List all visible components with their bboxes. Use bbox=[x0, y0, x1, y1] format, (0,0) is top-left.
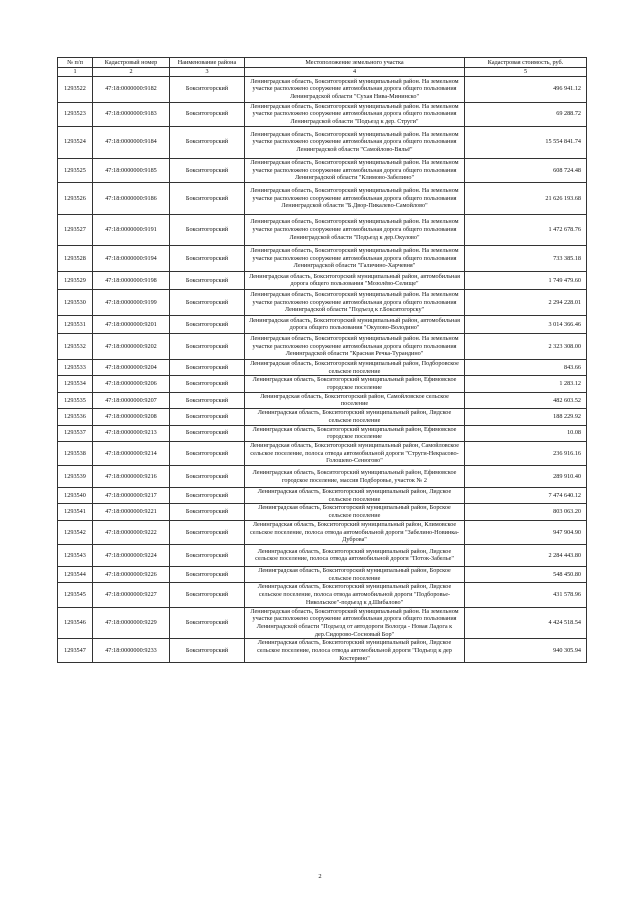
location: Ленинградская область, Бокситогорский муниципальный район. На земельном участке расположено сооружение автомобильная дорога общего пользования Ленинградской области "Самойлово-Вяльё" bbox=[245, 126, 465, 158]
location: Ленинградская область, Бокситогорский муниципальный район. На земельном участке расположено сооружение автомобильная дорога общего пользования Ленинградской области "Галичино-Харчевня" bbox=[245, 245, 465, 271]
column-index: 3 bbox=[170, 68, 245, 77]
header-cadastral-value: Кадастровая стоимость, руб. bbox=[465, 58, 587, 68]
district-name: Бокситогорский bbox=[170, 520, 245, 544]
row-number: 1293544 bbox=[58, 566, 93, 582]
location: Ленинградская область, Бокситогорский муниципальный район, автомобильная дорога общего пользования "Окулово-Володино" bbox=[245, 315, 465, 333]
district-name: Бокситогорский bbox=[170, 566, 245, 582]
row-number: 1293534 bbox=[58, 376, 93, 392]
cadastral-value: 940 305.94 bbox=[465, 639, 587, 663]
table-row bbox=[58, 544, 587, 566]
cadastral-number: 47:18:0000000:9217 bbox=[93, 488, 170, 504]
column-index: 5 bbox=[465, 68, 587, 77]
district-name: Бокситогорский bbox=[170, 315, 245, 333]
cadastral-number: 47:18:0000000:9229 bbox=[93, 607, 170, 639]
cadastral-number: 47:18:0000000:9186 bbox=[93, 182, 170, 214]
cadastral-number: 47:18:0000000:9222 bbox=[93, 520, 170, 544]
cadastral-number: 47:18:0000000:9208 bbox=[93, 409, 170, 425]
district-name: Бокситогорский bbox=[170, 102, 245, 126]
cadastral-value: 947 904.90 bbox=[465, 520, 587, 544]
cadastral-value: 3 014 366.46 bbox=[465, 315, 587, 333]
table-row bbox=[58, 639, 587, 663]
row-number: 1293543 bbox=[58, 544, 93, 566]
cadastral-value: 733 385.18 bbox=[465, 245, 587, 271]
row-number: 1293546 bbox=[58, 607, 93, 639]
location: Ленинградская область, Бокситогорский муниципальный район, Ефимовское городское поселение, массив Подборовье, участок № 2 bbox=[245, 466, 465, 488]
cadastral-value: 4 424 518.54 bbox=[465, 607, 587, 639]
cadastral-value: 21 626 193.68 bbox=[465, 182, 587, 214]
header-location: Местоположение земельного участка bbox=[245, 58, 465, 68]
cadastral-value: 236 916.16 bbox=[465, 441, 587, 465]
district-name: Бокситогорский bbox=[170, 607, 245, 639]
location: Ленинградская область, Бокситогорский муниципальный район, Ефимовское городское поселение bbox=[245, 425, 465, 441]
table-row bbox=[58, 376, 587, 392]
page-number: 2 bbox=[318, 873, 322, 880]
location: Ленинградская область, Бокситогорский муниципальный район. На земельном участке расположено сооружение автомобильная дорога общего пользования Ленинградской области "Подъезд к дер. Струги" bbox=[245, 102, 465, 126]
location: Ленинградская область, Бокситогорский муниципальный район, Лидское сельское поселение, полоса отвода автомобильной дороги "Подборовье-Никольское"-подъезд к д.Шибалово" bbox=[245, 583, 465, 607]
row-number: 1293523 bbox=[58, 102, 93, 126]
cadastral-value-table bbox=[57, 57, 587, 663]
table-row bbox=[58, 102, 587, 126]
column-index: 2 bbox=[93, 68, 170, 77]
header-district: Наименование района bbox=[170, 58, 245, 68]
row-number: 1293540 bbox=[58, 488, 93, 504]
location: Ленинградская область, Бокситогорский муниципальный район. На земельном участке расположено сооружение автомобильная дорога общего пользования Ленинградской области "Сухая Нива-Мининско" bbox=[245, 76, 465, 102]
cadastral-number: 47:18:0000000:9202 bbox=[93, 333, 170, 359]
table-row bbox=[58, 520, 587, 544]
district-name: Бокситогорский bbox=[170, 158, 245, 182]
cadastral-number: 47:18:0000000:9224 bbox=[93, 544, 170, 566]
row-number: 1293537 bbox=[58, 425, 93, 441]
location: Ленинградская область, Бокситогорский муниципальный район. На земельном участке расположено сооружение автомобильная дорога общего пользования Ленинградской области "Подъезд от автодороги Вологда - Новая Ладога к дер.Сидорово-Сосновый Бор" bbox=[245, 607, 465, 639]
cadastral-value: 2 294 228.01 bbox=[465, 289, 587, 315]
row-number: 1293527 bbox=[58, 214, 93, 245]
cadastral-value: 2 284 443.80 bbox=[465, 544, 587, 566]
cadastral-number: 47:18:0000000:9182 bbox=[93, 76, 170, 102]
location: Ленинградская область, Бокситогорский муниципальный район, Лидское сельское поселение, полоса отвода автомобильной дороги "Подъезд к дер Костерино" bbox=[245, 639, 465, 663]
cadastral-value: 431 578.96 bbox=[465, 583, 587, 607]
table-row bbox=[58, 214, 587, 245]
cadastral-value: 548 450.80 bbox=[465, 566, 587, 582]
location: Ленинградская область, Бокситогорский муниципальный район, Климовское сельское поселение, полоса отвода автомобильной дороги "Забелино-Новинка-Дуброва" bbox=[245, 520, 465, 544]
cadastral-value: 496 941.12 bbox=[465, 76, 587, 102]
row-number: 1293524 bbox=[58, 126, 93, 158]
table-row bbox=[58, 359, 587, 375]
district-name: Бокситогорский bbox=[170, 504, 245, 520]
table-row bbox=[58, 441, 587, 465]
cadastral-value: 1 472 678.76 bbox=[465, 214, 587, 245]
document-page bbox=[57, 57, 586, 663]
row-number: 1293529 bbox=[58, 271, 93, 289]
table-body bbox=[58, 76, 587, 663]
table-row bbox=[58, 333, 587, 359]
table-row bbox=[58, 607, 587, 639]
district-name: Бокситогорский bbox=[170, 126, 245, 158]
cadastral-value: 289 910.40 bbox=[465, 466, 587, 488]
row-number: 1293522 bbox=[58, 76, 93, 102]
row-number: 1293535 bbox=[58, 392, 93, 408]
district-name: Бокситогорский bbox=[170, 409, 245, 425]
cadastral-number: 47:18:0000000:9221 bbox=[93, 504, 170, 520]
cadastral-value: 482 603.52 bbox=[465, 392, 587, 408]
district-name: Бокситогорский bbox=[170, 359, 245, 375]
cadastral-value: 1 749 479.60 bbox=[465, 271, 587, 289]
cadastral-value: 843.66 bbox=[465, 359, 587, 375]
table-row bbox=[58, 466, 587, 488]
cadastral-value: 188 229.92 bbox=[465, 409, 587, 425]
district-name: Бокситогорский bbox=[170, 245, 245, 271]
cadastral-number: 47:18:0000000:9185 bbox=[93, 158, 170, 182]
table-row bbox=[58, 289, 587, 315]
row-number: 1293545 bbox=[58, 583, 93, 607]
table-row bbox=[58, 583, 587, 607]
cadastral-number: 47:18:0000000:9206 bbox=[93, 376, 170, 392]
cadastral-value: 608 724.48 bbox=[465, 158, 587, 182]
table-row bbox=[58, 271, 587, 289]
district-name: Бокситогорский bbox=[170, 271, 245, 289]
table-row bbox=[58, 245, 587, 271]
location: Ленинградская область, Бокситогорский муниципальный район. На земельном участке расположено сооружение автомобильная дорога общего пользования Ленинградской области "Красная Речка-Турандино" bbox=[245, 333, 465, 359]
table-row bbox=[58, 182, 587, 214]
location: Ленинградская область, Бокситогорский муниципальный район, Лидское сельское поселение bbox=[245, 488, 465, 504]
cadastral-number: 47:18:0000000:9213 bbox=[93, 425, 170, 441]
cadastral-number: 47:18:0000000:9216 bbox=[93, 466, 170, 488]
location: Ленинградская область, Бокситогорский муниципальный район, Ефимовское городское поселение bbox=[245, 376, 465, 392]
cadastral-value: 15 554 841.74 bbox=[465, 126, 587, 158]
row-number: 1293538 bbox=[58, 441, 93, 465]
row-number: 1293542 bbox=[58, 520, 93, 544]
row-number: 1293525 bbox=[58, 158, 93, 182]
district-name: Бокситогорский bbox=[170, 76, 245, 102]
location: Ленинградская область, Бокситогорский муниципальный район. На земельном участке расположено сооружение автомобильная дорога общего пользования Ленинградской области "Климово-Забелино" bbox=[245, 158, 465, 182]
row-number: 1293541 bbox=[58, 504, 93, 520]
district-name: Бокситогорский bbox=[170, 425, 245, 441]
district-name: Бокситогорский bbox=[170, 182, 245, 214]
location: Ленинградская область, Бокситогорский муниципальный район. На земельном участке расположено сооружение автомобильная дорога общего пользования Ленинградской области "Подъезд к г.Бокситогорску" bbox=[245, 289, 465, 315]
table-row bbox=[58, 126, 587, 158]
table-row bbox=[58, 488, 587, 504]
district-name: Бокситогорский bbox=[170, 392, 245, 408]
district-name: Бокситогорский bbox=[170, 544, 245, 566]
row-number: 1293531 bbox=[58, 315, 93, 333]
table-row bbox=[58, 566, 587, 582]
table-row bbox=[58, 504, 587, 520]
cadastral-number: 47:18:0000000:9226 bbox=[93, 566, 170, 582]
district-name: Бокситогорский bbox=[170, 466, 245, 488]
row-number: 1293528 bbox=[58, 245, 93, 271]
cadastral-number: 47:18:0000000:9201 bbox=[93, 315, 170, 333]
cadastral-value: 2 323 308.00 bbox=[465, 333, 587, 359]
location: Ленинградская область, Бокситогорский район, Самойловское сельское поселение bbox=[245, 392, 465, 408]
row-number: 1293533 bbox=[58, 359, 93, 375]
header-number: № п/п bbox=[58, 58, 93, 68]
district-name: Бокситогорский bbox=[170, 488, 245, 504]
cadastral-number: 47:18:0000000:9184 bbox=[93, 126, 170, 158]
table-row bbox=[58, 392, 587, 408]
cadastral-number: 47:18:0000000:9204 bbox=[93, 359, 170, 375]
district-name: Бокситогорский bbox=[170, 214, 245, 245]
row-number: 1293526 bbox=[58, 182, 93, 214]
table-row bbox=[58, 76, 587, 102]
district-name: Бокситогорский bbox=[170, 441, 245, 465]
row-number: 1293530 bbox=[58, 289, 93, 315]
cadastral-value: 10.08 bbox=[465, 425, 587, 441]
district-name: Бокситогорский bbox=[170, 376, 245, 392]
table-row bbox=[58, 409, 587, 425]
district-name: Бокситогорский bbox=[170, 333, 245, 359]
cadastral-number: 47:18:0000000:9233 bbox=[93, 639, 170, 663]
header-row bbox=[58, 58, 587, 68]
cadastral-number: 47:18:0000000:9191 bbox=[93, 214, 170, 245]
location: Ленинградская область, Бокситогорский муниципальный район. На земельном участке расположено сооружение автомобильная дорога общего пользования Ленинградской области "Б.Двор-Пикалево-Самойлово" bbox=[245, 182, 465, 214]
location: Ленинградская область, Бокситогорский муниципальный район, Борское сельское поселение bbox=[245, 566, 465, 582]
location: Ленинградская область, Бокситогорский муниципальный район, Самойловское сельское поселение, полоса отвода автомобильной дороги "Струги-Некрасово-Голошево-Сенюгово" bbox=[245, 441, 465, 465]
column-index-row bbox=[58, 68, 587, 77]
location: Ленинградская область, Бокситогорский муниципальный район, автомобильная дорога общего пользования "Мозолёво-Селище" bbox=[245, 271, 465, 289]
column-index: 1 bbox=[58, 68, 93, 77]
cadastral-number: 47:18:0000000:9198 bbox=[93, 271, 170, 289]
cadastral-number: 47:18:0000000:9227 bbox=[93, 583, 170, 607]
cadastral-value: 1 283.12 bbox=[465, 376, 587, 392]
cadastral-value: 7 474 640.12 bbox=[465, 488, 587, 504]
cadastral-number: 47:18:0000000:9183 bbox=[93, 102, 170, 126]
header-cadastral-number: Кадастровый номер bbox=[93, 58, 170, 68]
location: Ленинградская область, Бокситогорский муниципальный район. На земельном участке расположено сооружение автомобильная дорога общего пользования Ленинградской области "Подъезд к дер.Окулово" bbox=[245, 214, 465, 245]
row-number: 1293536 bbox=[58, 409, 93, 425]
table-row bbox=[58, 315, 587, 333]
table-row bbox=[58, 158, 587, 182]
location: Ленинградская область, Бокситогорский муниципальный район, Подборовское сельское поселение bbox=[245, 359, 465, 375]
row-number: 1293547 bbox=[58, 639, 93, 663]
cadastral-number: 47:18:0000000:9199 bbox=[93, 289, 170, 315]
cadastral-number: 47:18:0000000:9194 bbox=[93, 245, 170, 271]
cadastral-number: 47:18:0000000:9207 bbox=[93, 392, 170, 408]
table-row bbox=[58, 425, 587, 441]
row-number: 1293539 bbox=[58, 466, 93, 488]
location: Ленинградская область, Бокситогорский муниципальный район, Лидское сельское поселение bbox=[245, 409, 465, 425]
location: Ленинградская область, Бокситогорский муниципальный район, Лидское сельское поселение, полоса отвода автомобильной дороги "Поток-Забелье" bbox=[245, 544, 465, 566]
row-number: 1293532 bbox=[58, 333, 93, 359]
cadastral-value: 69 288.72 bbox=[465, 102, 587, 126]
cadastral-number: 47:18:0000000:9214 bbox=[93, 441, 170, 465]
cadastral-value: 803 063.20 bbox=[465, 504, 587, 520]
district-name: Бокситогорский bbox=[170, 289, 245, 315]
district-name: Бокситогорский bbox=[170, 639, 245, 663]
location: Ленинградская область, Бокситогорский муниципальный район, Борское сельское поселение bbox=[245, 504, 465, 520]
district-name: Бокситогорский bbox=[170, 583, 245, 607]
column-index: 4 bbox=[245, 68, 465, 77]
